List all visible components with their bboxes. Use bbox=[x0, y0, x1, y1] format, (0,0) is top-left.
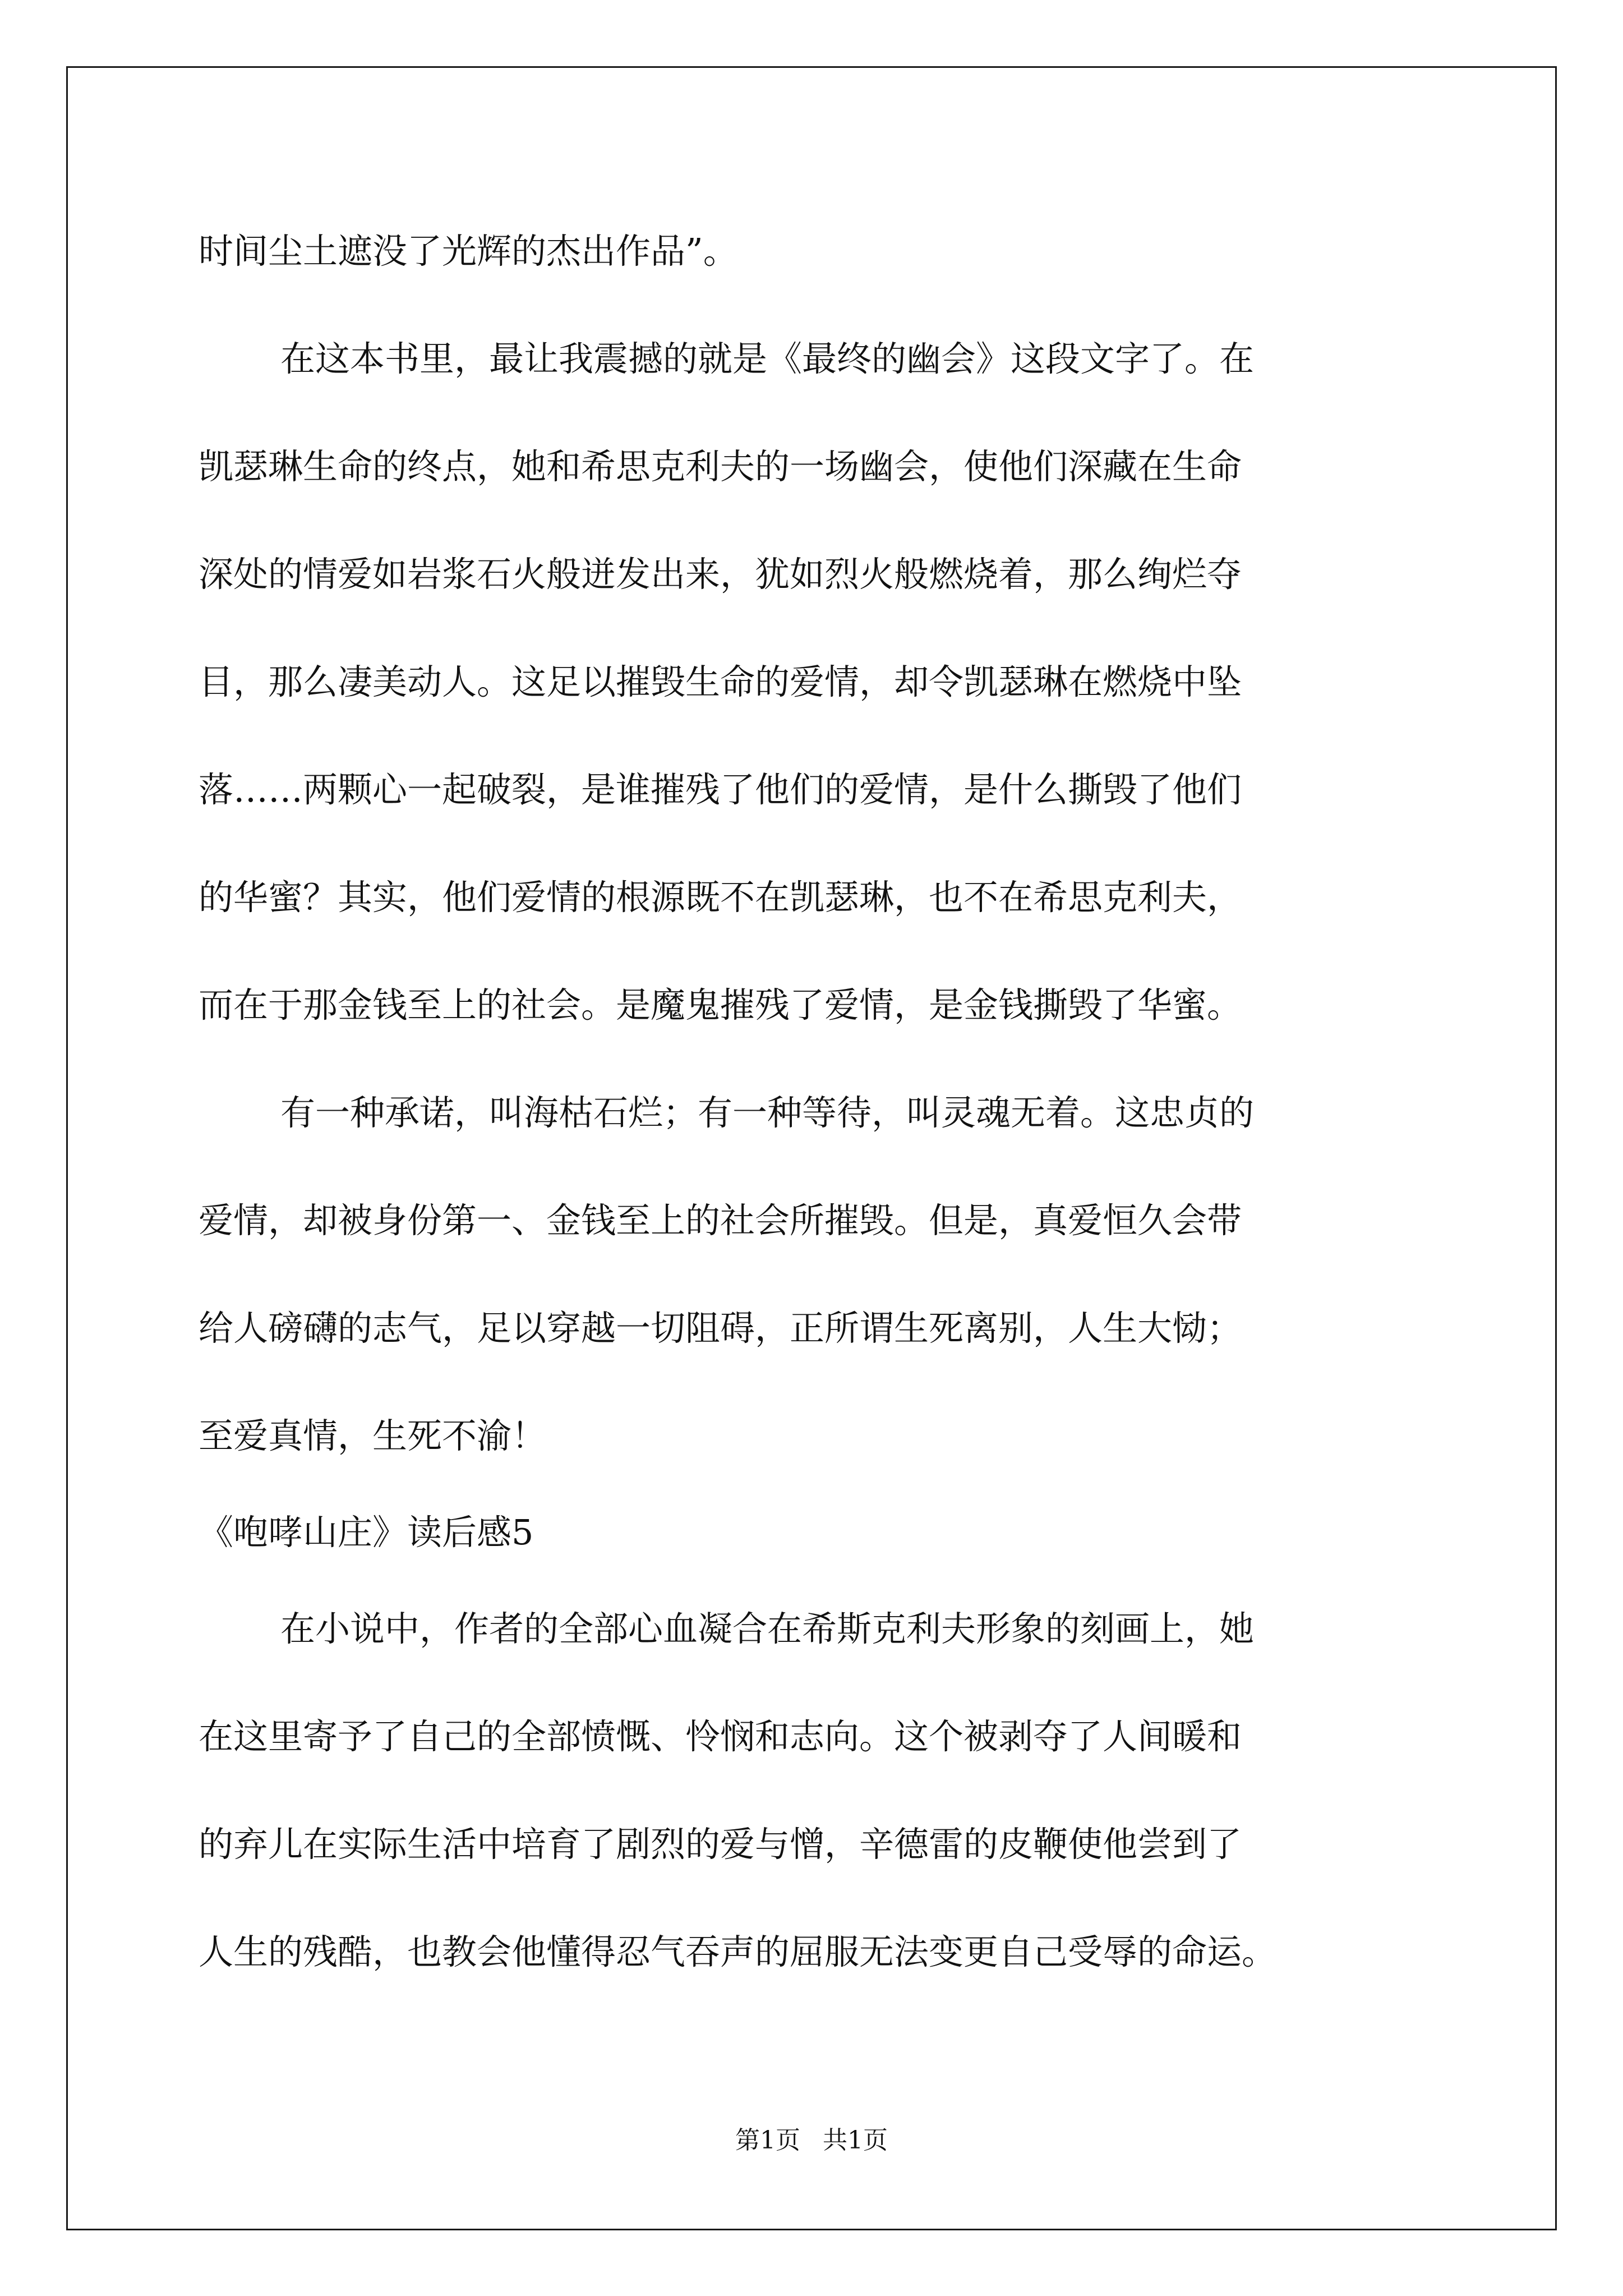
page-total: 共1页 bbox=[823, 2126, 888, 2155]
text-line-8: 而在于那金钱至上的社会。是魔鬼摧残了爱情，是金钱撕毁了华蜜。 bbox=[199, 984, 1242, 1025]
page-footer bbox=[0, 2124, 1623, 2157]
paragraph-start-line: 在小说中，作者的全部心血凝合在希斯克利夫形象的刻画上，她 bbox=[280, 1608, 1255, 1649]
page-border bbox=[66, 66, 1557, 2230]
text-line-5: 目，那么凄美动人。这足以摧毁生命的爱情，却令凯瑟琳在燃烧中坠 bbox=[199, 661, 1242, 702]
section-heading: 《咆哮山庄》读后感5 bbox=[199, 1512, 534, 1553]
text-line-16: 的弃儿在实际生活中培育了剧烈的爱与憎，辛德雷的皮鞭使他尝到了 bbox=[199, 1824, 1242, 1865]
text-line-11: 给人磅礴的志气，足以穿越一切阻碍，正所谓生死离别，人生大恸； bbox=[199, 1308, 1242, 1349]
text-line-3: 凯瑟琳生命的终点，她和希思克利夫的一场幽会，使他们深藏在生命 bbox=[199, 446, 1242, 487]
text-line-7: 的华蜜？其实，他们爱情的根源既不在凯瑟琳，也不在希思克利夫， bbox=[199, 877, 1242, 918]
text-line-1: 时间尘土遮没了光辉的杰出作品”。 bbox=[199, 231, 738, 272]
text-line-17: 人生的残酷，也教会他懂得忍气吞声的屈服无法变更自己受辱的命运。 bbox=[199, 1931, 1277, 1972]
page-number: 第1页 bbox=[735, 2126, 800, 2155]
text-line-12: 至爱真情，生死不渝！ bbox=[199, 1415, 547, 1456]
paragraph-start-line: 有一种承诺，叫海枯石烂；有一种等待，叫灵魂无着。这忠贞的 bbox=[280, 1092, 1255, 1133]
text-line-15: 在这里寄予了自己的全部愤慨、怜悯和志向。这个被剥夺了人间暖和 bbox=[199, 1716, 1242, 1757]
text-line-6: 落……两颗心一起破裂，是谁摧残了他们的爱情，是什么撕毁了他们 bbox=[199, 769, 1242, 810]
text-line-10: 爱情，却被身份第一、金钱至上的社会所摧毁。但是，真爱恒久会带 bbox=[199, 1200, 1242, 1241]
text-line-4: 深处的情爱如岩浆石火般迸发出来，犹如烈火般燃烧着，那么绚烂夺 bbox=[199, 554, 1242, 595]
paragraph-start-line: 在这本书里，最让我震撼的就是《最终的幽会》这段文字了。在 bbox=[280, 338, 1255, 379]
